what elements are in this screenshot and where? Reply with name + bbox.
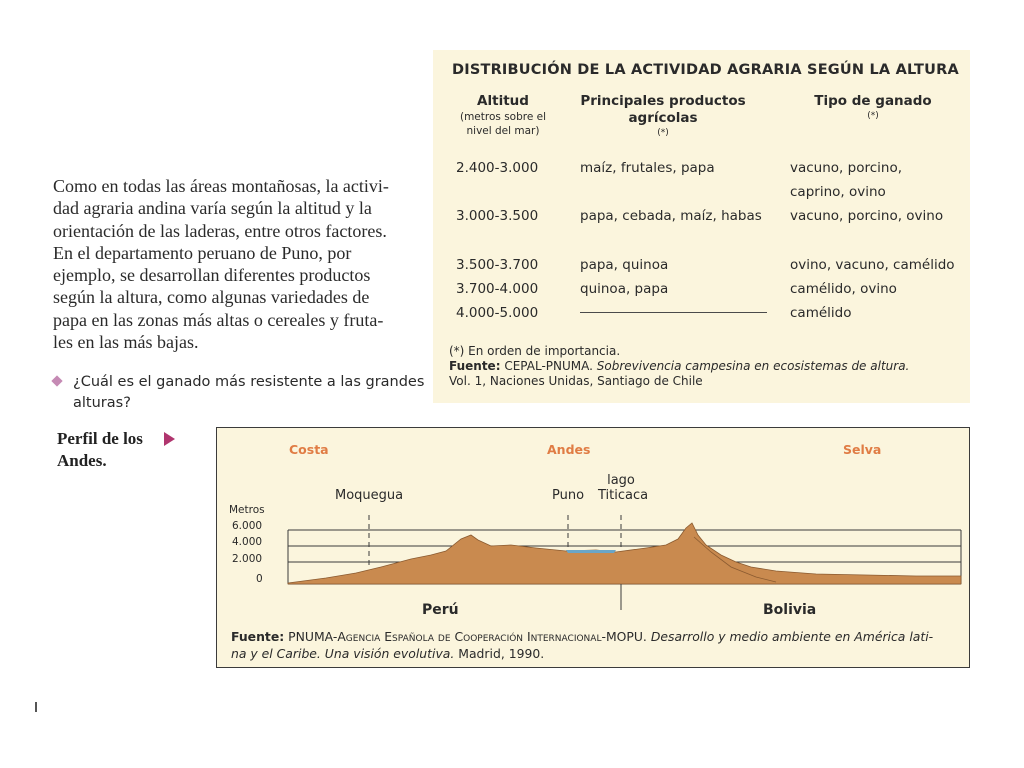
profile-source xyxy=(231,628,956,662)
table-cell-livestock: vacuno, porcino, ovino xyxy=(790,208,944,224)
source-org: CEPAL-PNUMA. xyxy=(504,359,593,373)
profile-source-detail: Madrid, 1990. xyxy=(458,646,545,661)
paragraph-line: En el departamento peruano de Puno, por xyxy=(53,242,352,263)
question-line: alturas? xyxy=(73,395,131,411)
paragraph-line: dad agraria andina varía según la altitud y la xyxy=(53,198,372,219)
profile-source-line xyxy=(231,645,956,662)
header-altitude xyxy=(443,93,563,138)
caption-line: Andes. xyxy=(57,451,107,470)
paragraph-line: según la altura, como algunas variedades de xyxy=(53,287,370,308)
place-label-puno: Puno xyxy=(552,488,585,503)
header-products xyxy=(568,93,758,139)
intro-paragraph xyxy=(53,175,408,353)
table-cell-products: quinoa, papa xyxy=(580,281,669,297)
y-axis-title: Metros xyxy=(229,504,265,516)
table-cell-livestock: camélido, ovino xyxy=(790,281,897,297)
header-products-note: (*) xyxy=(657,128,669,138)
header-livestock-note: (*) xyxy=(867,111,879,121)
source-label: Fuente: xyxy=(449,359,501,373)
lake-label-line: Titicaca xyxy=(598,488,649,503)
terrain-shape xyxy=(288,523,961,584)
paragraph-line: les en las más bajas. xyxy=(53,332,199,353)
pointer-arrow-icon xyxy=(164,432,175,446)
table-cell-altitude: 3.000-3.500 xyxy=(456,208,539,224)
y-tick-label: 4.000 xyxy=(232,536,263,548)
lake-titicaca-shape xyxy=(566,550,616,553)
caption-line: Perfil de los xyxy=(57,429,143,448)
table-cell-livestock: caprino, ovino xyxy=(790,184,886,200)
agriculture-table xyxy=(433,50,970,403)
header-products-label: agrícolas xyxy=(628,110,698,126)
question-line: ¿Cuál es el ganado más resistente a las grandes xyxy=(73,374,425,390)
profile-source-title: Desarrollo y medio ambiente en América lati- xyxy=(650,629,934,644)
paragraph-line: papa en las zonas más altas o cereales y fruta- xyxy=(53,309,384,330)
lake-label-line: lago xyxy=(607,473,635,488)
source-title: Sobrevivencia campesina en ecosistemas de altura. xyxy=(596,359,910,373)
y-tick-label: 2.000 xyxy=(232,553,263,565)
header-products-label: Principales productos xyxy=(580,93,746,109)
profile-source-label: Fuente: xyxy=(231,629,285,644)
region-label-andes: Andes xyxy=(547,442,591,457)
paragraph-line: ejemplo, se desarrollan diferentes productos xyxy=(53,265,371,286)
profile-source-line xyxy=(231,628,956,645)
table-cell-altitude: 4.000-5.000 xyxy=(456,305,539,321)
table-source-detail: Vol. 1, Naciones Unidas, Santiago de Chile xyxy=(449,374,703,388)
table-cell-altitude: 3.500-3.700 xyxy=(456,257,539,273)
profile-source-org: Agencia Española de Cooperación Internacional xyxy=(337,629,602,644)
header-livestock-label: Tipo de ganado xyxy=(814,93,932,109)
table-source xyxy=(449,359,909,374)
country-label-bolivia: Bolivia xyxy=(763,602,817,618)
paragraph-line: Como en todas las áreas montañosas, la activi- xyxy=(53,176,389,196)
empty-products-rule xyxy=(580,312,767,313)
y-tick-label: 0 xyxy=(256,573,263,585)
table-footnote: (*) En orden de importancia. xyxy=(449,344,621,358)
table-cell-products: papa, cebada, maíz, habas xyxy=(580,208,762,224)
scan-mark xyxy=(35,702,37,712)
table-cell-livestock: ovino, vacuno, camélido xyxy=(790,257,955,273)
table-cell-livestock: camélido xyxy=(790,305,852,321)
andes-profile-figure xyxy=(216,427,970,668)
place-label-moquegua: Moquegua xyxy=(335,488,404,503)
region-label-costa: Costa xyxy=(289,442,329,457)
table-cell-livestock: vacuno, porcino, xyxy=(790,160,903,176)
paragraph-line: orientación de las laderas, entre otros factores. xyxy=(53,220,387,241)
header-altitude-sub: nivel del mar) xyxy=(466,125,540,137)
profile-caption xyxy=(57,428,143,472)
table-cell-products: papa, quinoa xyxy=(580,257,669,273)
region-label-selva: Selva xyxy=(843,442,882,457)
table-cell-products: maíz, frutales, papa xyxy=(580,160,715,176)
table-cell-altitude: 3.700-4.000 xyxy=(456,281,539,297)
profile-source-org-prefix: PNUMA- xyxy=(288,629,338,644)
header-altitude-sub: (metros sobre el xyxy=(459,111,547,123)
table-title: DISTRIBUCIÓN DE LA ACTIVIDAD AGRARIA SEGÚN LA ALTURA xyxy=(452,62,959,78)
country-label-peru: Perú xyxy=(422,602,459,618)
profile-source-title: na y el Caribe. Una visión evolutiva. xyxy=(231,646,455,661)
header-livestock xyxy=(783,93,963,122)
y-tick-label: 6.000 xyxy=(232,520,263,532)
table-cell-altitude: 2.400-3.000 xyxy=(456,160,539,176)
header-altitude-label: Altitud xyxy=(477,93,529,109)
profile-source-org-suffix: -MOPU. xyxy=(601,629,647,644)
activity-question xyxy=(53,372,425,414)
